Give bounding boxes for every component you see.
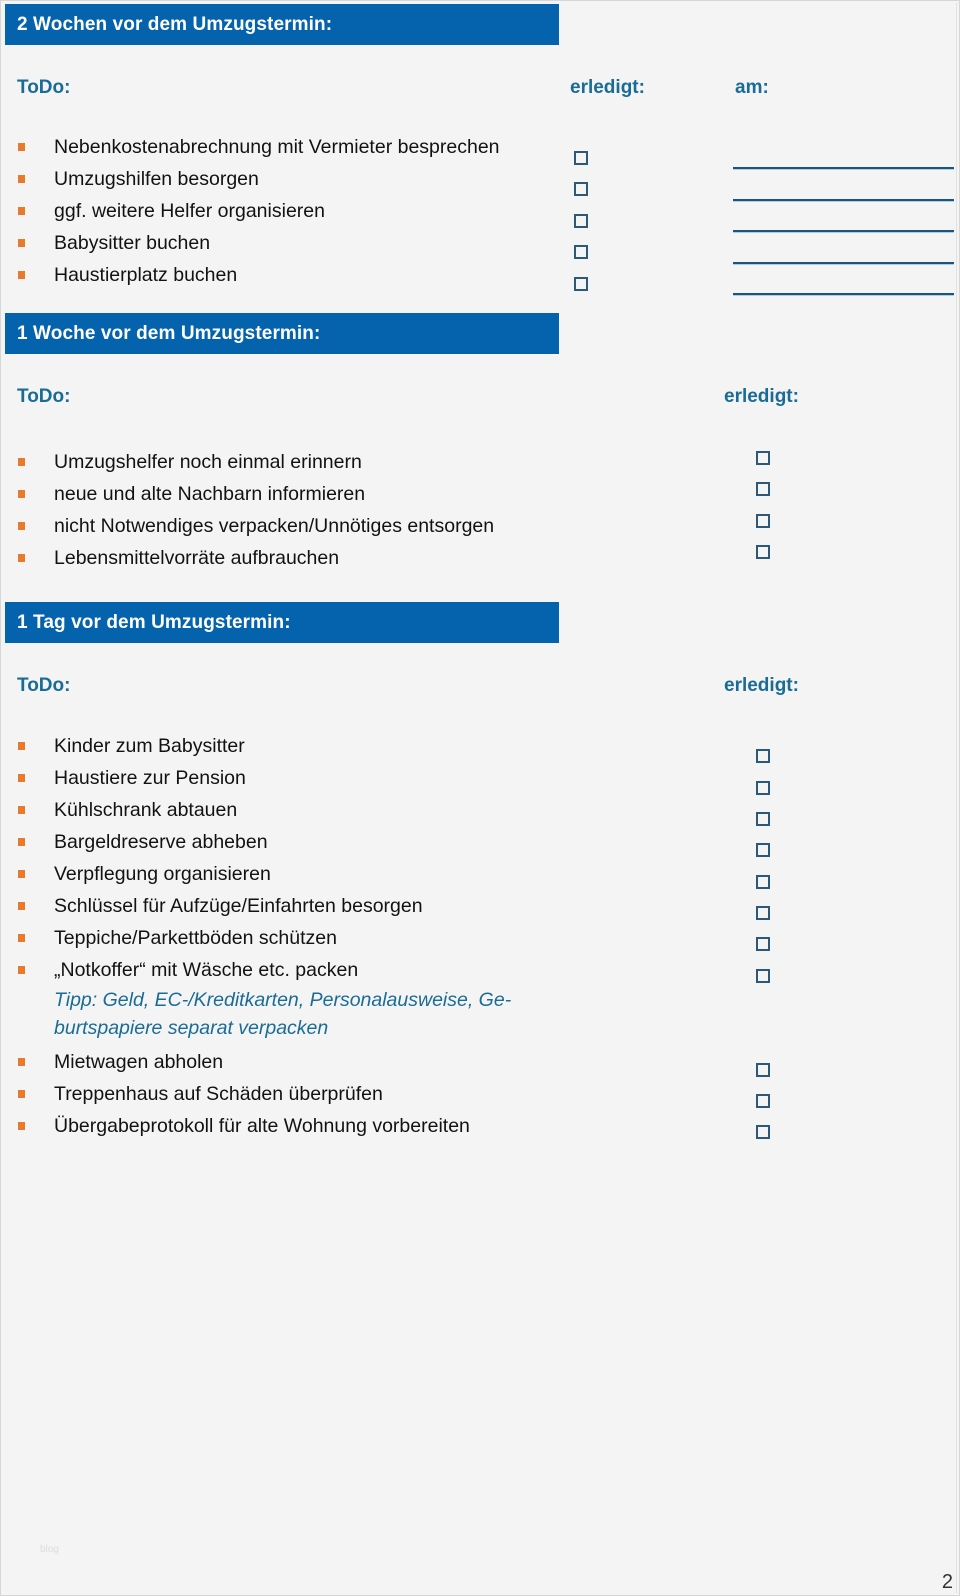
section-header-2-weeks: 2 Wochen vor dem Umzugstermin: — [5, 4, 559, 45]
done-checkbox[interactable] — [756, 812, 770, 826]
todo-item: Haustiere zur Pension — [54, 767, 246, 789]
todo-item: Umzugshilfen besorgen — [54, 168, 259, 190]
bullet-icon — [18, 1090, 25, 1098]
date-input-line[interactable] — [733, 262, 954, 264]
todo-item: Schlüssel für Aufzüge/Einfahrten besorgen — [54, 895, 423, 917]
tip-line: burtspapiere separat verpacken — [54, 1017, 329, 1039]
bullet-icon — [18, 239, 25, 247]
todo-item: Babysitter buchen — [54, 232, 211, 254]
todo-heading: ToDo: — [17, 386, 71, 407]
done-checkbox[interactable] — [756, 1125, 770, 1139]
date-input-line[interactable] — [733, 167, 954, 169]
done-checkbox[interactable] — [756, 875, 770, 889]
done-checkbox[interactable] — [574, 214, 588, 228]
done-checkbox[interactable] — [756, 906, 770, 920]
bullet-icon — [18, 806, 25, 814]
date-input-line[interactable] — [733, 230, 954, 232]
todo-item: Umzugshelfer noch einmal erinnern — [54, 451, 362, 473]
done-checkbox[interactable] — [574, 182, 588, 196]
done-heading: erledigt: — [724, 386, 799, 407]
section-header-1-week: 1 Woche vor dem Umzugstermin: — [5, 313, 559, 354]
bullet-icon — [18, 554, 25, 562]
done-checkbox[interactable] — [756, 482, 770, 496]
todo-item: Mietwagen abholen — [54, 1051, 224, 1073]
bullet-icon — [18, 522, 25, 530]
todo-item: „Notkoffer“ mit Wäsche etc. packen — [54, 959, 359, 981]
bullet-icon — [18, 271, 25, 279]
done-checkbox[interactable] — [574, 277, 588, 291]
bullet-icon — [18, 870, 25, 878]
todo-item: ggf. weitere Helfer organisieren — [54, 200, 325, 222]
done-checkbox[interactable] — [756, 514, 770, 528]
done-checkbox[interactable] — [756, 749, 770, 763]
bullet-icon — [18, 1122, 25, 1130]
bullet-icon — [18, 143, 25, 151]
todo-item: neue und alte Nachbarn informieren — [54, 483, 366, 505]
bullet-icon — [18, 207, 25, 215]
date-heading: am: — [735, 77, 769, 98]
bullet-icon — [18, 742, 25, 750]
tip-line: Tipp: Geld, EC-/Kreditkarten, Personalausweise, Ge- — [54, 989, 512, 1011]
todo-item: Kühlschrank abtauen — [54, 799, 238, 821]
bullet-icon — [18, 490, 25, 498]
todo-item: nicht Notwendiges verpacken/Unnötiges entsorgen — [54, 515, 495, 537]
todo-heading: ToDo: — [17, 675, 71, 696]
bullet-icon — [18, 902, 25, 910]
done-checkbox[interactable] — [574, 151, 588, 165]
todo-item: Verpflegung organisieren — [54, 863, 271, 885]
done-checkbox[interactable] — [756, 843, 770, 857]
bullet-icon — [18, 774, 25, 782]
bullet-icon — [18, 966, 25, 974]
todo-item: Nebenkostenabrechnung mit Vermieter besprechen — [54, 136, 500, 158]
todo-item: Bargeldreserve abheben — [54, 831, 268, 853]
todo-item: Kinder zum Babysitter — [54, 735, 245, 757]
todo-item: Teppiche/Parkettböden schützen — [54, 927, 337, 949]
bullet-icon — [18, 838, 25, 846]
todo-item: Übergabeprotokoll für alte Wohnung vorbereiten — [54, 1115, 470, 1137]
todo-item: Haustierplatz buchen — [54, 264, 238, 286]
date-input-line[interactable] — [733, 293, 954, 295]
bullet-icon — [18, 934, 25, 942]
done-checkbox[interactable] — [756, 451, 770, 465]
bullet-icon — [18, 458, 25, 466]
done-heading: erledigt: — [724, 675, 799, 696]
tip-note — [54, 986, 524, 1042]
bullet-icon — [18, 175, 25, 183]
watermark: blog — [40, 1544, 59, 1555]
date-input-line[interactable] — [733, 199, 954, 201]
done-checkbox[interactable] — [756, 545, 770, 559]
done-checkbox[interactable] — [756, 937, 770, 951]
todo-item: Lebensmittelvorräte aufbrauchen — [54, 547, 340, 569]
done-heading: erledigt: — [570, 77, 645, 98]
todo-heading: ToDo: — [17, 77, 71, 98]
done-checkbox[interactable] — [756, 781, 770, 795]
done-checkbox[interactable] — [756, 1094, 770, 1108]
section-header-1-day: 1 Tag vor dem Umzugstermin: — [5, 602, 559, 643]
todo-item: Treppenhaus auf Schäden überprüfen — [54, 1083, 383, 1105]
page-number: 2 — [941, 1571, 953, 1593]
done-checkbox[interactable] — [574, 245, 588, 259]
bullet-icon — [18, 1058, 25, 1066]
done-checkbox[interactable] — [756, 1063, 770, 1077]
done-checkbox[interactable] — [756, 969, 770, 983]
